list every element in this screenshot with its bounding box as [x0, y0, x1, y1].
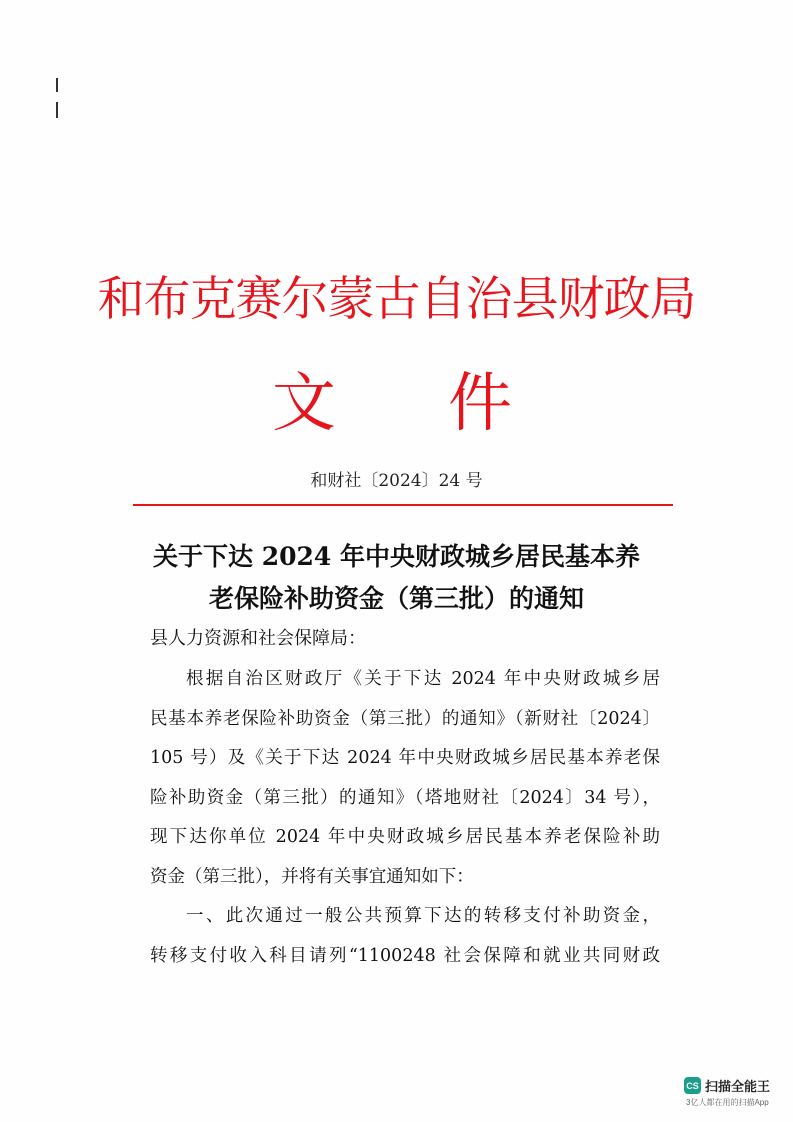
body-line: 一、此次通过一般公共预算下达的转移支付补助资金，: [186, 906, 660, 926]
body-line: 转移支付收入科目请列“1100248 社会保障和就业共同财政: [150, 945, 660, 966]
body-line: 现下达你单位 2024 年中央财政城乡居民基本养老保险补助: [150, 827, 660, 847]
document-number: 和财社〔2024〕24 号: [310, 471, 483, 491]
notice-title-line-2: 老保险补助资金（第三批）的通知: [208, 584, 584, 613]
camscanner-logo-icon: CS: [684, 1077, 701, 1094]
watermark-subtitle: 3亿人都在用的扫描App: [686, 1098, 769, 1107]
watermark-title: 扫描全能王: [705, 1079, 771, 1094]
notice-title-line-1: 关于下达 2024 年中央财政城乡居民基本养: [153, 542, 640, 571]
scanner-watermark: [684, 1076, 784, 1108]
doc-word-wen: 文: [272, 367, 336, 441]
doc-word-jian: 件: [448, 367, 512, 441]
notice-title: [0, 536, 793, 620]
addressee: 县人力资源和社会保障局：: [150, 628, 366, 649]
body-text: [150, 660, 660, 976]
margin-binding-mark: [56, 78, 60, 134]
body-line: 资金（第三批），并将有关事宜通知如下：: [150, 866, 474, 887]
body-line: 105 号）及《关于下达 2024 年中央财政城乡居民基本养老保: [150, 748, 660, 768]
body-line: 根据自治区财政厅《关于下达 2024 年中央财政城乡居: [186, 669, 660, 689]
red-separator-line: [133, 504, 673, 506]
body-line: 险补助资金（第三批）的通知》（塔地财社〔2024〕34 号），: [150, 787, 660, 808]
issuer-name: 和布克赛尔蒙古自治县财政局: [97, 272, 696, 327]
body-line: 民基本养老保险补助资金（第三批）的通知》（新财社〔2024〕: [150, 708, 660, 729]
